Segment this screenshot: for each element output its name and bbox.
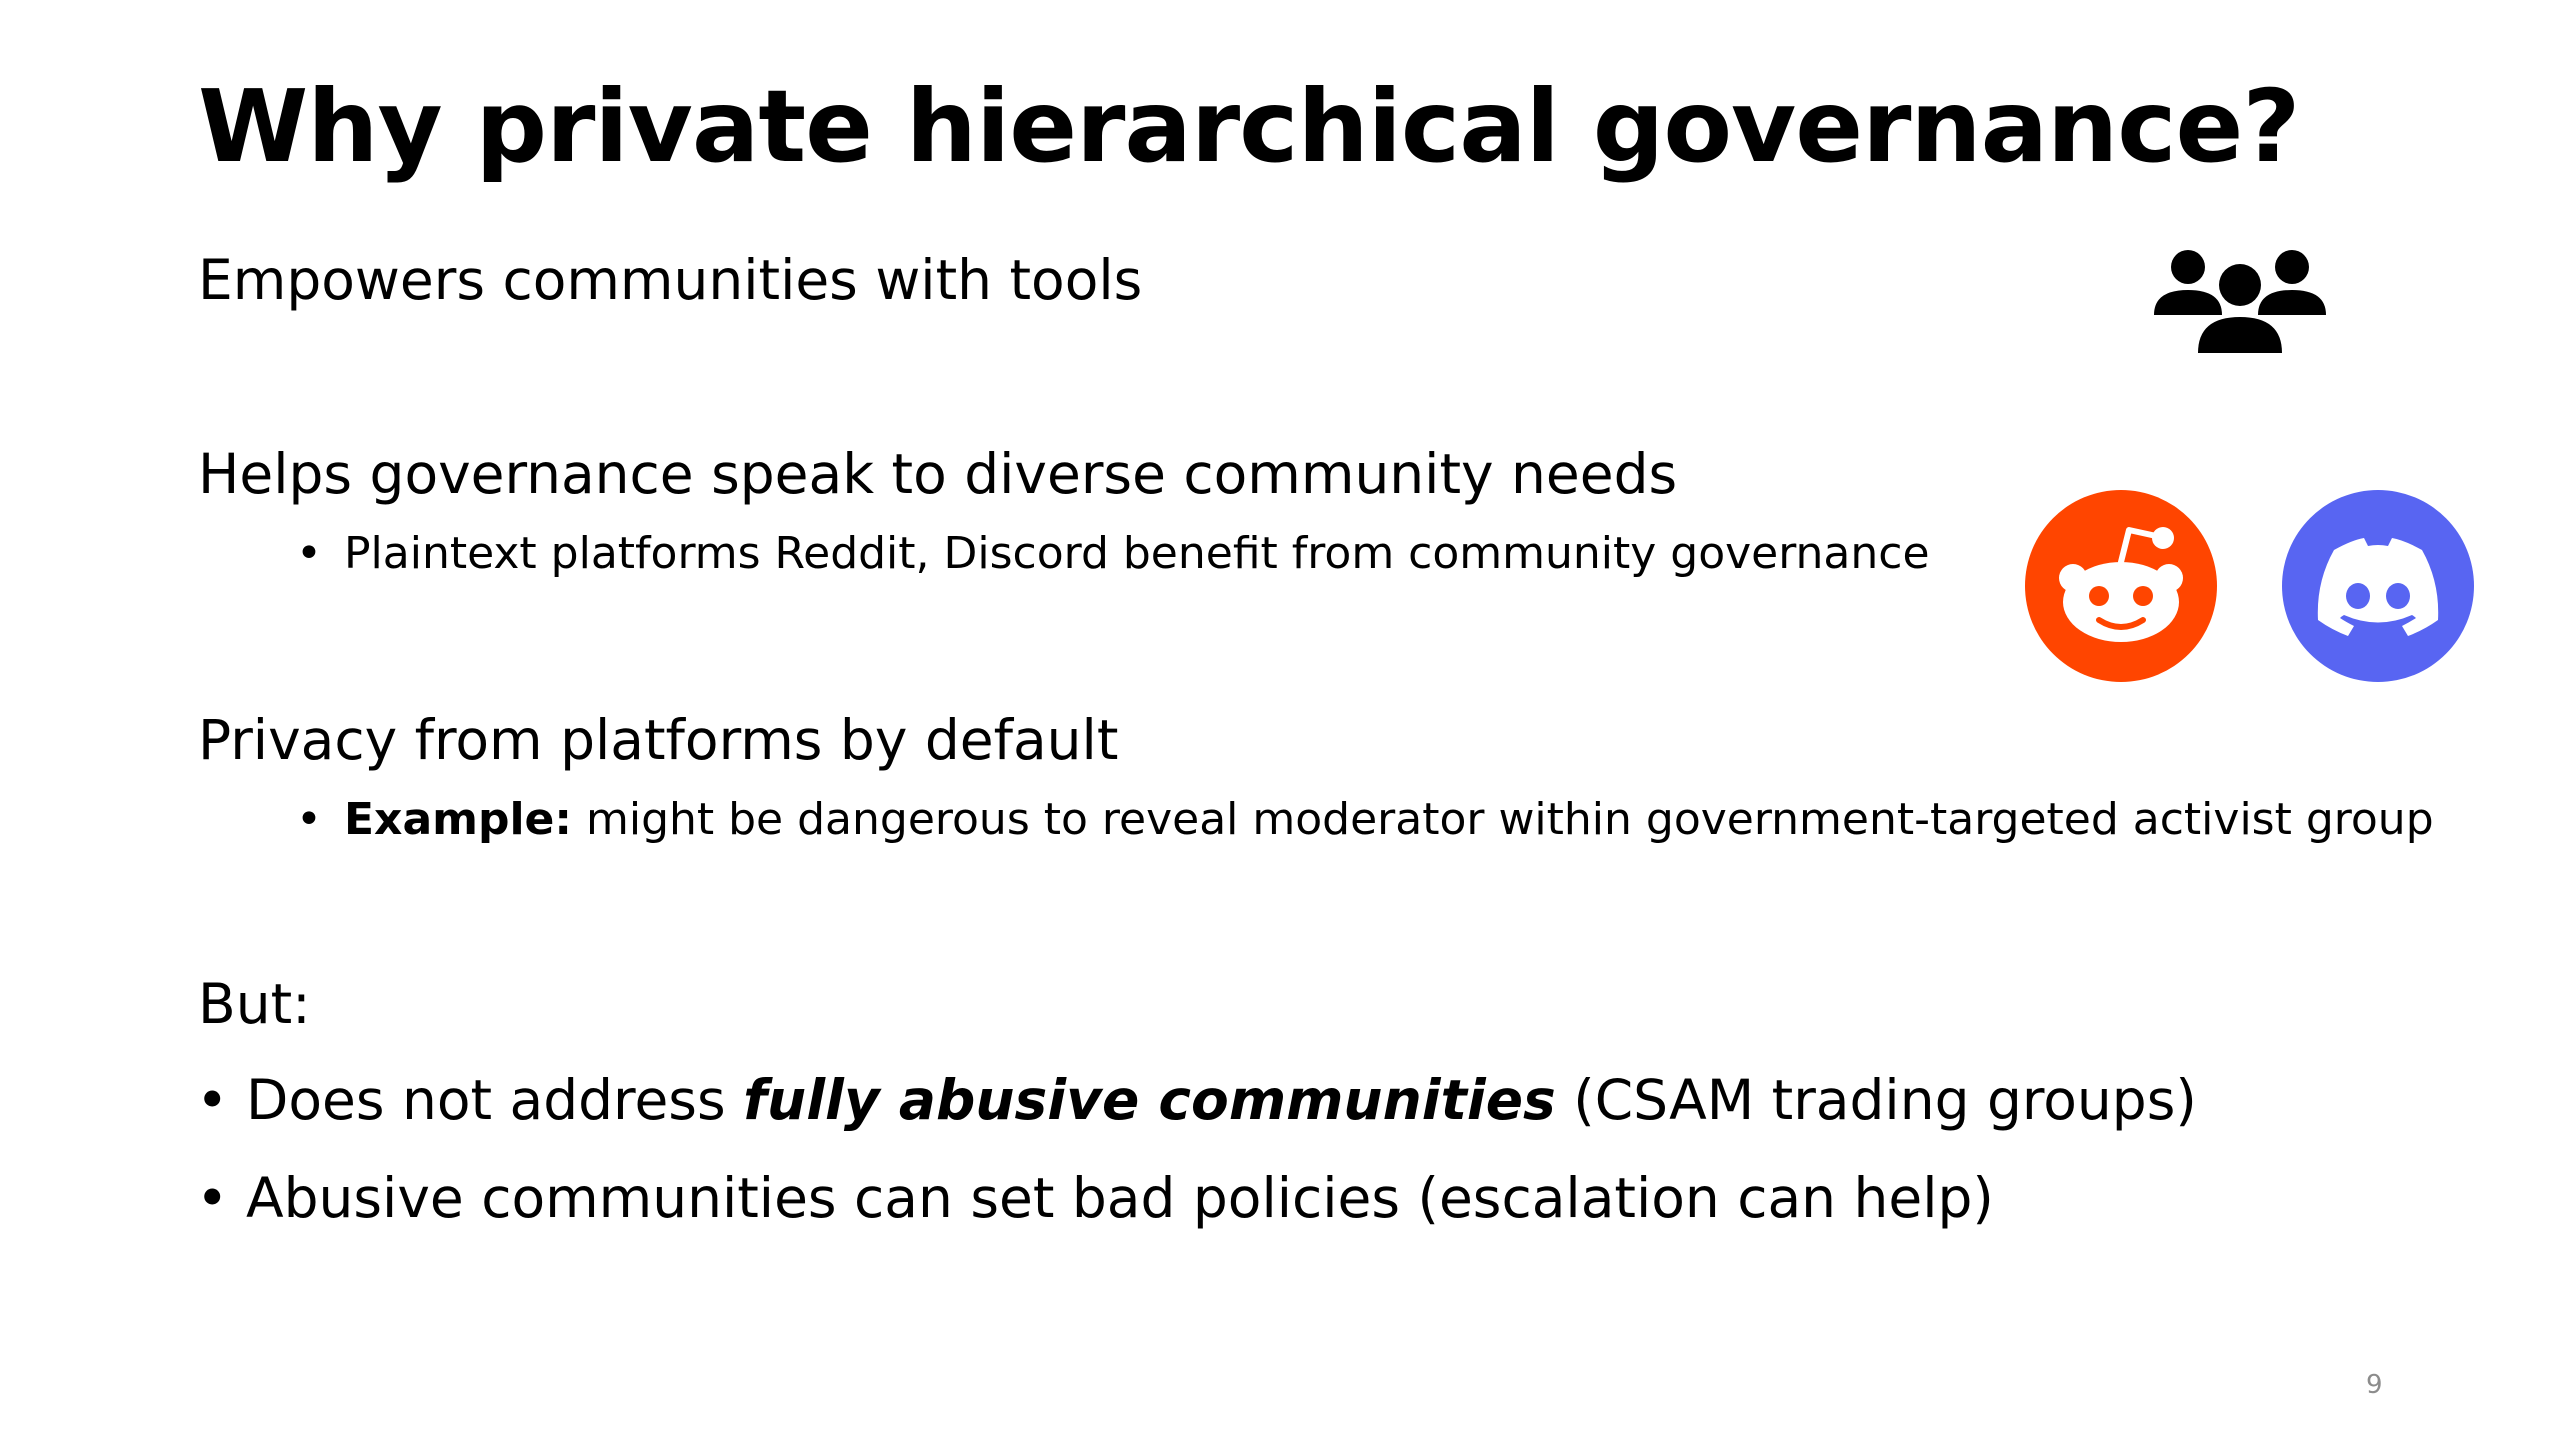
bullet-text-pre: Does not address — [246, 1068, 744, 1132]
discord-logo-icon — [2282, 490, 2474, 682]
bullet-text-post: (CSAM trading groups) — [1555, 1068, 2197, 1132]
reddit-logo-icon — [2025, 490, 2217, 682]
bullet-marker: • — [296, 528, 322, 579]
bullet-marker: • — [196, 1166, 229, 1230]
bullet-marker: • — [196, 1068, 229, 1132]
point-privacy-default: Privacy from platforms by default — [198, 708, 1119, 772]
bullet-text: Abusive communities can set bad policies (escalation can help) — [246, 1166, 1994, 1230]
sub-bullet-plaintext-platforms — [296, 528, 1930, 579]
bullet-not-address — [196, 1068, 2197, 1132]
bullet-marker: • — [296, 794, 322, 845]
sub-bullet-example — [296, 794, 2434, 845]
slide-title: Why private hierarchical governance? — [198, 68, 2300, 185]
people-group-icon — [2150, 245, 2330, 360]
example-label: Example: — [344, 794, 572, 845]
sub-bullet-text: Plaintext platforms Reddit, Discord benefit from community governance — [344, 528, 1930, 579]
point-empowers-communities: Empowers communities with tools — [198, 248, 1143, 312]
emphasis-fully-abusive: fully abusive communities — [743, 1068, 1556, 1132]
page-number: 9 — [2366, 1370, 2383, 1400]
point-diverse-needs: Helps governance speak to diverse community needs — [198, 442, 1678, 506]
example-text: might be dangerous to reveal moderator within government-targeted activist group — [572, 794, 2434, 845]
bullet-bad-policies — [196, 1166, 1994, 1230]
but-label: But: — [198, 972, 311, 1036]
